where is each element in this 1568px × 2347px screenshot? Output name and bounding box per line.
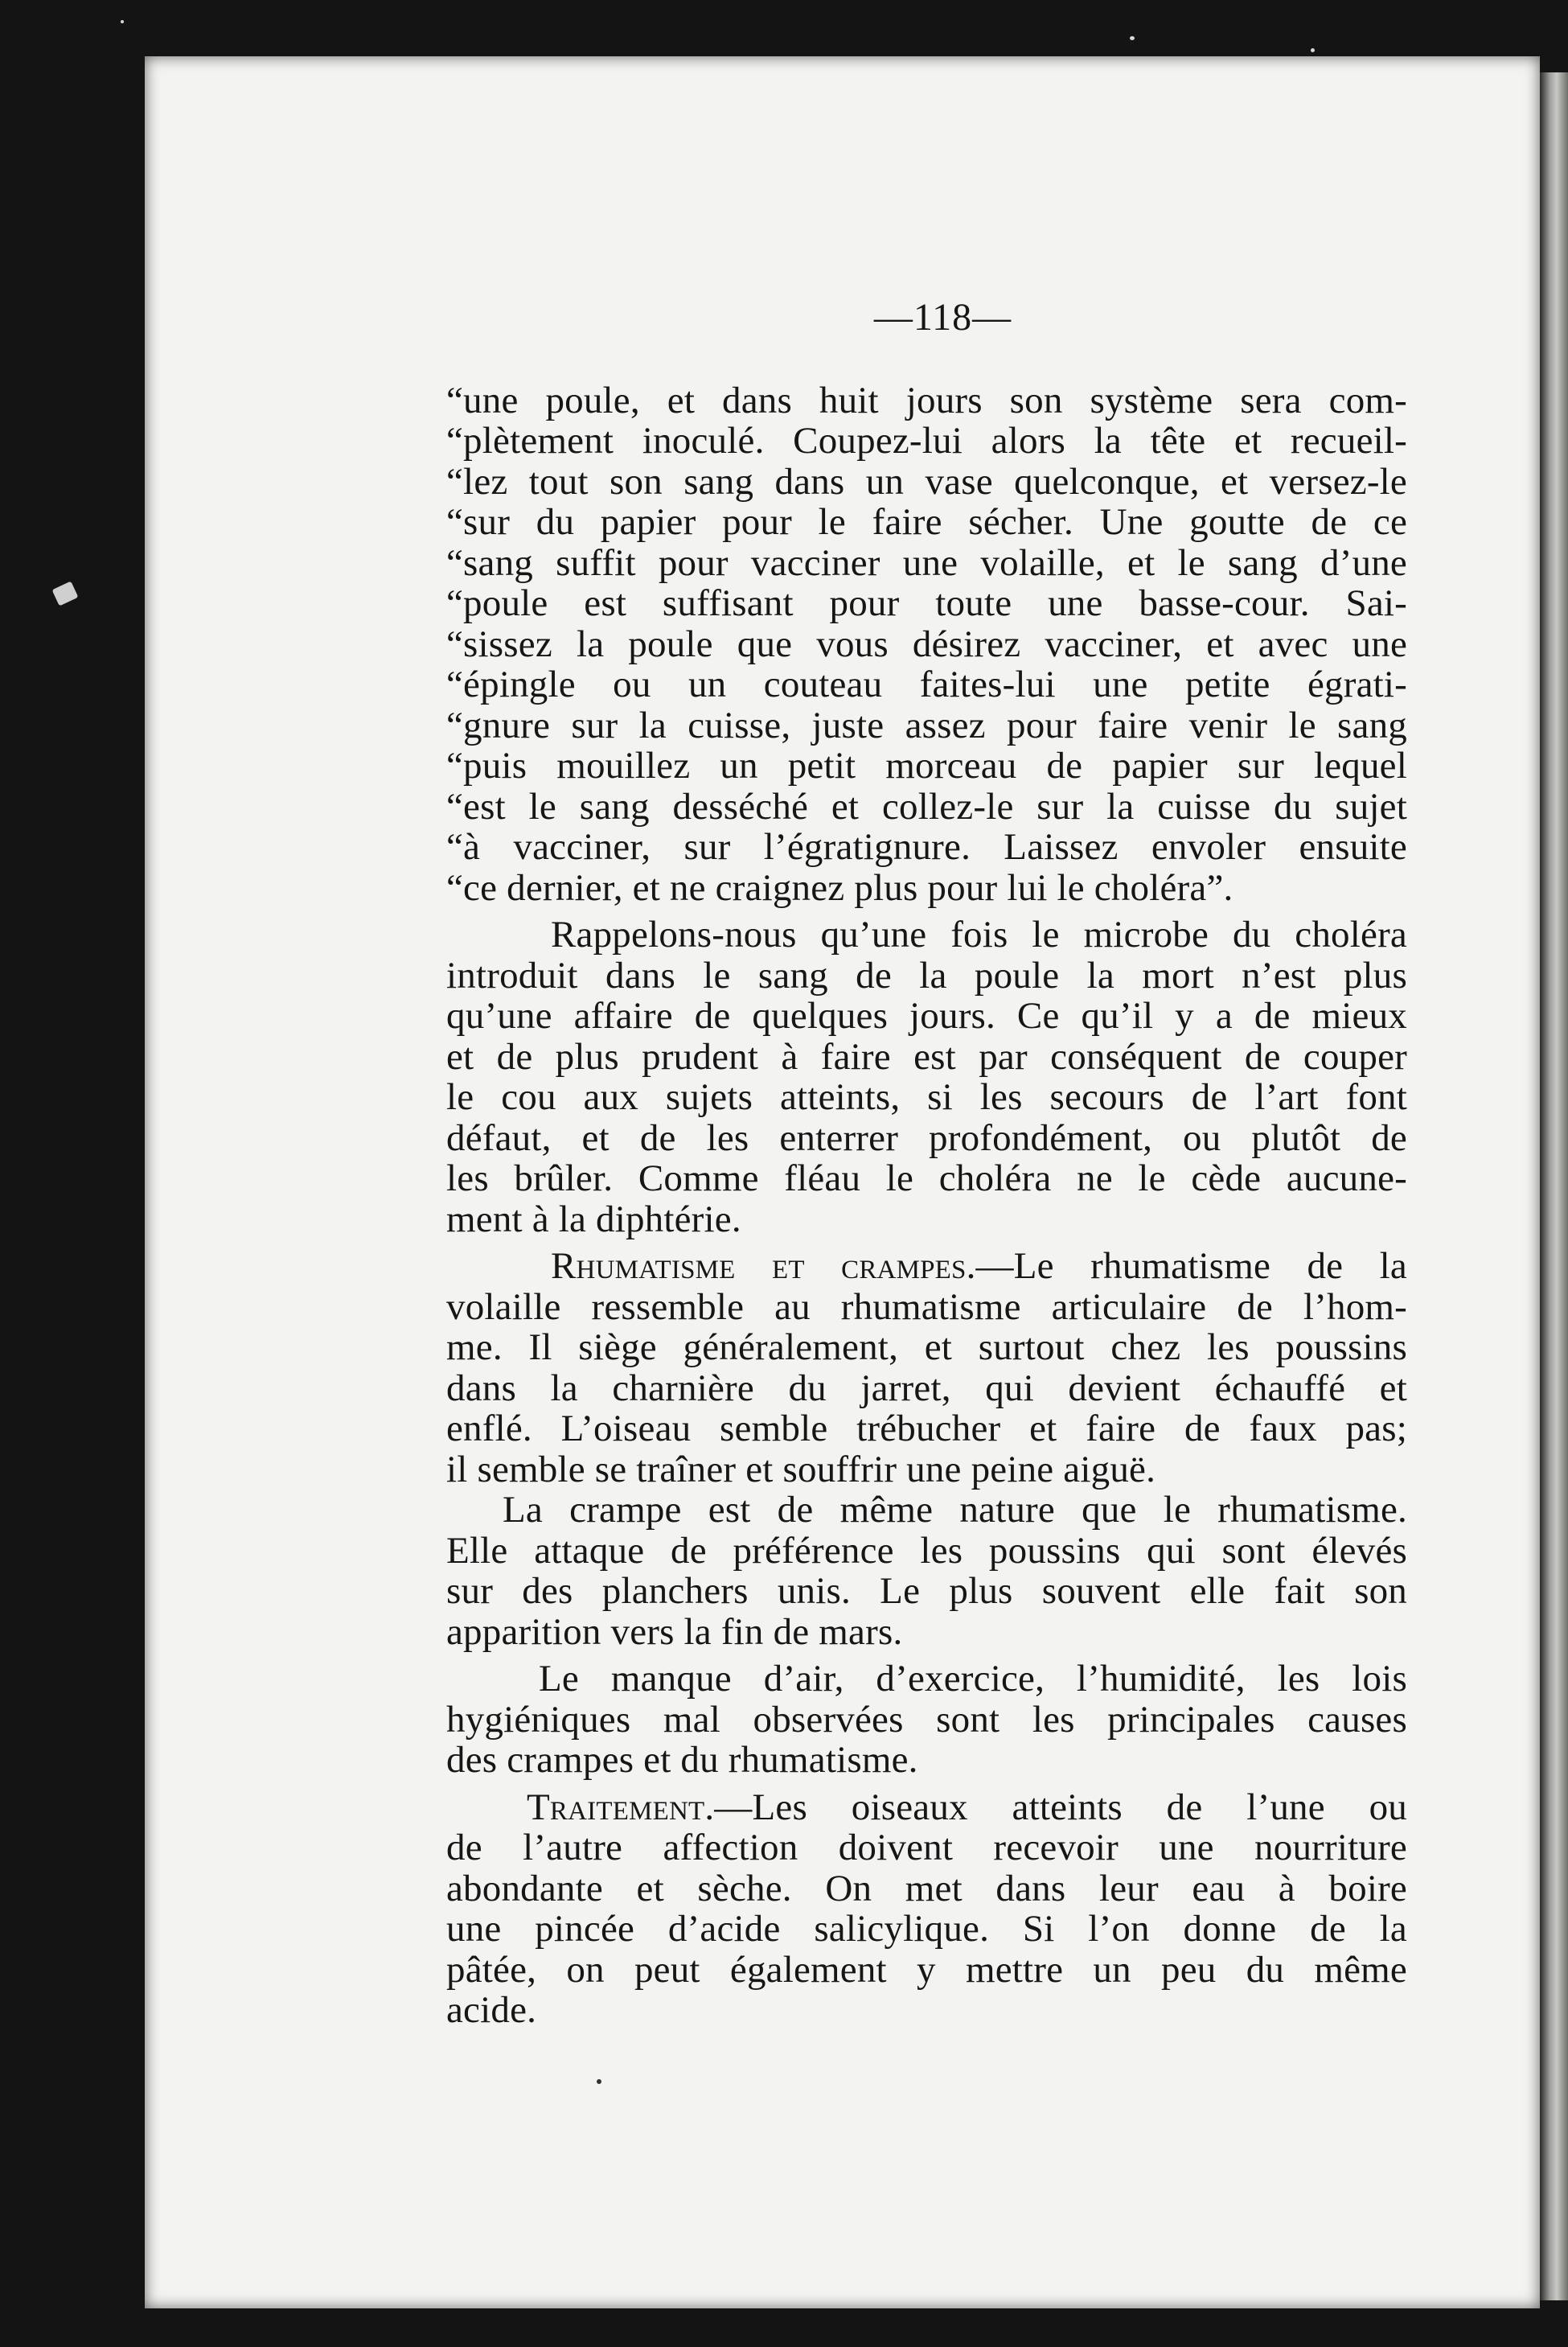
right-binding-strip xyxy=(1540,72,1568,2300)
film-speck xyxy=(1311,48,1315,52)
text-line: dans la charnière du jarret, qui devient échauffé et xyxy=(446,1367,1407,1409)
text-line: de l’autre affection doivent recevoir une nourriture xyxy=(446,1827,1407,1868)
text-line: introduit dans le sang de la poule la mort n’est plus xyxy=(446,954,1407,997)
text-line: me. Il siège généralement, et surtout chez les poussins xyxy=(446,1326,1407,1368)
text-line: “lez tout son sang dans un vase quelconque, et versez-le xyxy=(446,460,1407,503)
text-line: “ce dernier, et ne craignez plus pour lui le choléra”. xyxy=(446,866,1233,909)
text-line: “poule est suffisant pour toute une basse-cour. Sai- xyxy=(446,582,1407,624)
text-line: hygiéniques mal observées sont les principales causes xyxy=(446,1698,1407,1741)
film-mark xyxy=(52,582,79,606)
text-line: “sissez la poule que vous désirez vacciner, et avec une xyxy=(446,623,1407,665)
text-line: il semble se traîner et souffrir une peine aiguë. xyxy=(446,1448,1156,1490)
text-line: apparition vers la fin de mars. xyxy=(446,1610,903,1653)
text-line: volaille ressemble au rhumatisme articulaire de l’hom- xyxy=(446,1285,1407,1328)
text-line: “sur du papier pour le faire sécher. Une goutte de ce xyxy=(446,501,1407,543)
text-line: “épingle ou un couteau faites-lui une petite égrati- xyxy=(446,664,1407,705)
page-mark-dot xyxy=(597,2079,601,2084)
text-line: Rappelons-nous qu’une fois le microbe du choléra xyxy=(551,914,1407,956)
text-line: pâtée, on peut également y mettre un peu du même xyxy=(446,1948,1407,1991)
text-line: les brûler. Comme fléau le choléra ne le cède aucune- xyxy=(446,1157,1407,1199)
text-line: enflé. L’oiseau semble trébucher et faire de faux pas; xyxy=(446,1408,1407,1449)
text-line: “gnure sur la cuisse, juste assez pour faire venir le sang xyxy=(446,704,1407,746)
text-line: acide. xyxy=(446,1989,537,2031)
film-speck xyxy=(1130,36,1135,40)
text-line: “puis mouillez un petit morceau de papier sur lequel xyxy=(446,745,1407,787)
text-line: “est le sang desséché et collez-le sur la cuisse du sujet xyxy=(446,785,1407,828)
page-text xyxy=(446,298,1407,2031)
text-line xyxy=(446,1787,1407,1828)
text-line xyxy=(446,1246,1407,1287)
film-speck xyxy=(121,20,124,23)
text-line: La crampe est de même nature que le rhumatisme. xyxy=(503,1489,1407,1531)
paragraph xyxy=(446,915,1407,1239)
paragraph xyxy=(446,1246,1407,1490)
text-line: “plètement inoculé. Coupez-lui alors la tête et recueil- xyxy=(446,420,1407,462)
section-heading: Rhumatisme et crampes. xyxy=(551,1245,976,1287)
text-line: ment à la diphtérie. xyxy=(446,1198,741,1240)
text-line: une pincée d’acide salicylique. Si l’on donne de la xyxy=(446,1908,1407,1950)
page-number: —118— xyxy=(873,296,1012,339)
section-heading: Traitement. xyxy=(527,1786,715,1828)
text-fragment: —Les oiseaux atteints de l’une ou xyxy=(714,1786,1407,1828)
text-line: Le manque d’air, d’exercice, l’humidité, les lois xyxy=(539,1658,1407,1700)
text-line: le cou aux sujets atteints, si les secours de l’art font xyxy=(446,1076,1407,1118)
text-line: et de plus prudent à faire est par conséquent de couper xyxy=(446,1035,1407,1078)
text-line: “à vacciner, sur l’égratignure. Laissez envoler ensuite xyxy=(446,826,1407,868)
text-line: des crampes et du rhumatisme. xyxy=(446,1739,918,1781)
paragraph xyxy=(446,1787,1407,2031)
text-line: “sang suffit pour vacciner une volaille, et le sang d’une xyxy=(446,541,1407,584)
text-line: “une poule, et dans huit jours son système sera com- xyxy=(446,379,1407,421)
text-line: Elle attaque de préférence les poussins qui sont élevés xyxy=(446,1529,1407,1572)
paragraph xyxy=(446,1490,1407,1652)
paragraph xyxy=(446,1659,1407,1781)
text-line: qu’une affaire de quelques jours. Ce qu’il y a de mieux xyxy=(446,995,1407,1037)
text-fragment: —Le rhumatisme de la xyxy=(975,1245,1407,1287)
text-line: défaut, et de les enterrer profondément, ou plutôt de xyxy=(446,1116,1407,1159)
text-line: abondante et sèche. On met dans leur eau à boire xyxy=(446,1867,1407,1909)
paragraph xyxy=(446,380,1407,909)
text-line: sur des planchers unis. Le plus souvent elle fait son xyxy=(446,1570,1407,1612)
